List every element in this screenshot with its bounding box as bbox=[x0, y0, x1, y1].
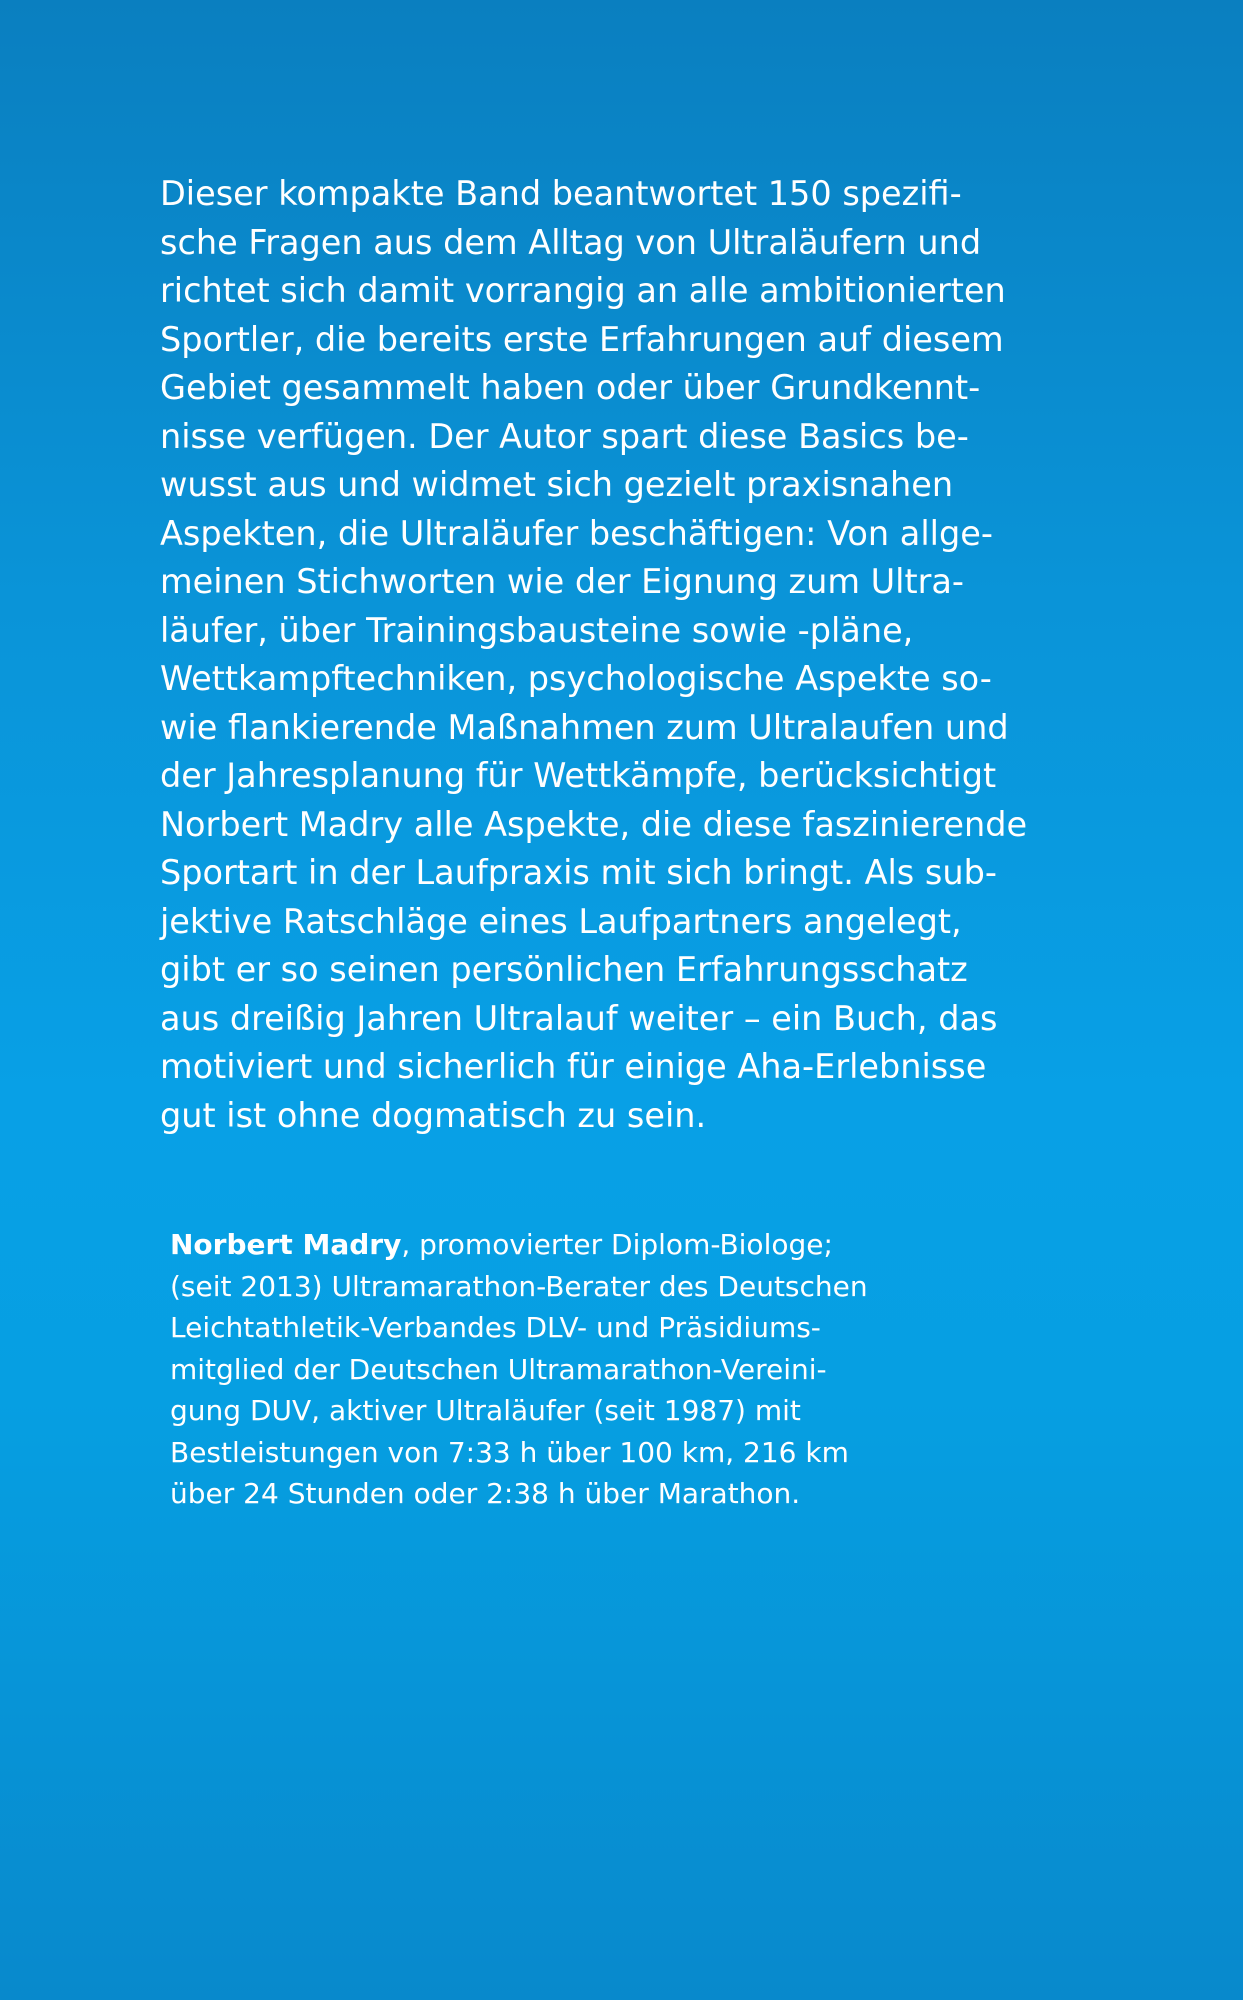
bio-line: mitglied der Deutschen Ultramarathon-Vereini- bbox=[170, 1352, 827, 1386]
description-line: Dieser kompakte Band beantwortet 150 spezifi- bbox=[160, 174, 962, 213]
bio-line: Bestleistungen von 7:33 h über 100 km, 216 km bbox=[170, 1435, 849, 1469]
description-line: gut ist ohne dogmatisch zu sein. bbox=[160, 1095, 707, 1135]
description-line: Sportler, die bereits erste Erfahrungen auf diesem bbox=[160, 319, 1004, 359]
bio-first-line bbox=[170, 1224, 1070, 1266]
description-line: wusst aus und widmet sich gezielt praxisnahen bbox=[160, 465, 954, 504]
description-line: Aspekten, die Ultraläufer beschäftigen: Von allge- bbox=[160, 513, 993, 553]
book-description bbox=[160, 170, 1120, 1140]
bio-line: , promovierter Diplom-Biologe; bbox=[401, 1228, 833, 1261]
description-line: läufer, über Trainingsbausteine sowie -pläne, bbox=[160, 610, 914, 650]
author-bio bbox=[170, 1224, 1070, 1515]
description-line: richtet sich damit vorrangig an alle ambitionierten bbox=[160, 271, 1006, 310]
bio-line: (seit 2013) Ultramarathon-Berater des Deutschen bbox=[170, 1269, 868, 1303]
description-line: aus dreißig Jahren Ultralauf weiter – ein Buch, das bbox=[160, 998, 998, 1038]
author-name: Norbert Madry bbox=[170, 1228, 402, 1261]
description-line: wie flankierende Maßnahmen zum Ultralaufen und bbox=[160, 707, 1009, 747]
description-line: Gebiet gesammelt haben oder über Grundkennt- bbox=[160, 368, 981, 407]
description-line: gibt er so seinen persönlichen Erfahrungsschatz bbox=[160, 950, 968, 989]
bio-line: Leichtathletik-Verbandes DLV- und Präsidiums- bbox=[170, 1311, 821, 1344]
description-line: Sportart in der Laufpraxis mit sich bringt. Als sub- bbox=[160, 853, 997, 892]
description-line: jektive Ratschläge eines Laufpartners angelegt, bbox=[160, 901, 962, 941]
bio-line: über 24 Stunden oder 2:38 h über Marathon. bbox=[170, 1477, 801, 1510]
description-line: meinen Stichworten wie der Eignung zum Ultra- bbox=[160, 562, 964, 601]
description-line: motiviert und sicherlich für einige Aha-Erlebnisse bbox=[160, 1047, 987, 1086]
description-line: nisse verfügen. Der Autor spart diese Basics be- bbox=[160, 416, 969, 456]
bio-line: gung DUV, aktiver Ultraläufer (seit 1987) mit bbox=[170, 1394, 801, 1427]
description-line: der Jahresplanung für Wettkämpfe, berücksichtigt bbox=[160, 756, 997, 795]
description-line: Norbert Madry alle Aspekte, die diese faszinierende bbox=[160, 804, 1028, 844]
description-line: Wettkampftechniken, psychologische Aspekte so- bbox=[160, 659, 992, 698]
description-line: sche Fragen aus dem Alltag von Ultraläufern und bbox=[160, 222, 982, 262]
